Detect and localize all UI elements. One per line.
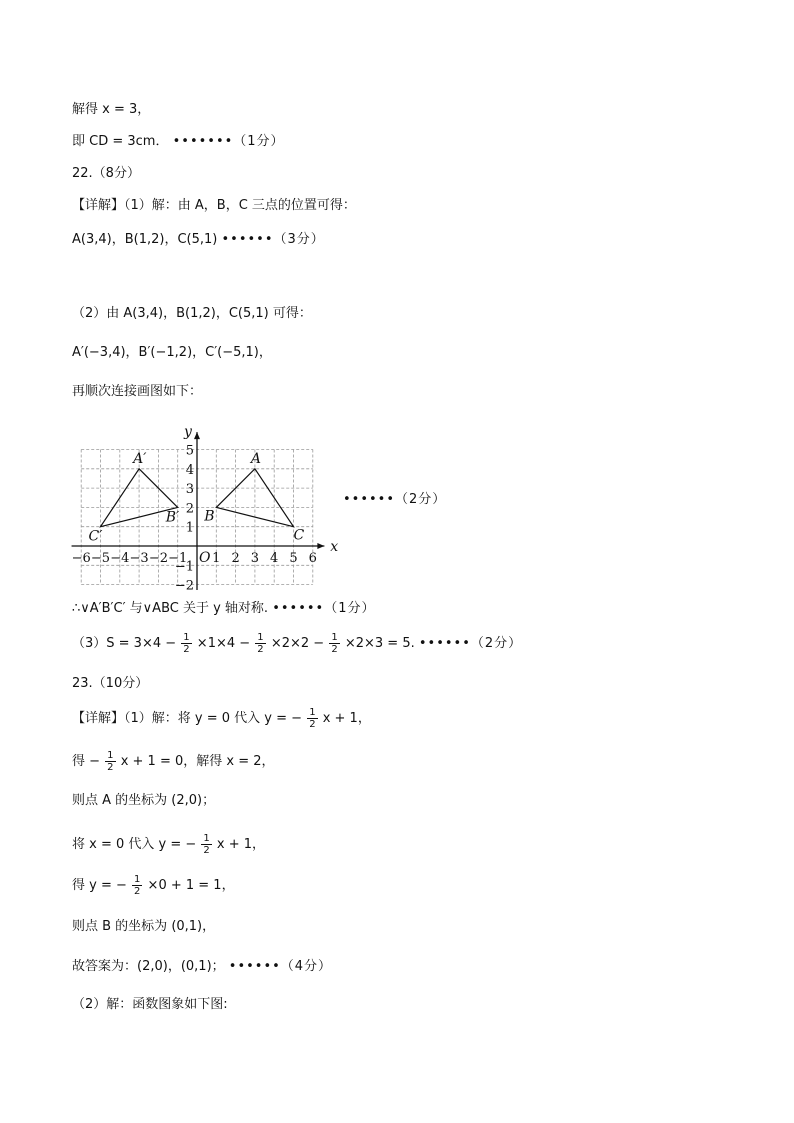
point-label: A′ (133, 450, 147, 467)
y-axis-arrow (194, 432, 200, 439)
text-line (72, 133, 285, 151)
point-label: B (204, 508, 215, 525)
text-line: （2）解：函数图象如下图: (72, 997, 228, 1012)
y-axis-label: y (184, 424, 192, 441)
y-tick-label: 3 (185, 482, 194, 498)
y-tick-label: 1 (185, 520, 194, 536)
point-label: C′ (88, 528, 103, 545)
x-tick-label: −3 (129, 551, 149, 566)
text: 【详解】（1）解：将 y = 0 代入 y = − (72, 711, 303, 726)
x-tick-label: 2 (231, 551, 240, 566)
text: ×2×2 − (270, 636, 325, 651)
text-line: （2）由 A(3,4)，B(1,2)，C(5,1) 可得： (72, 306, 312, 321)
text-line: 【详解】（1）解：由 A，B，C 三点的位置可得： (72, 198, 356, 213)
point-label: B′ (165, 509, 180, 526)
formula-line (72, 707, 371, 730)
point-label: C (293, 527, 305, 544)
score-marker: •••••••（1分） (172, 134, 285, 149)
x-axis-arrow (317, 543, 324, 549)
fraction: $\frac{1}{2}$ (309, 707, 316, 730)
text: ×1×4 − (196, 636, 251, 651)
text-line (72, 600, 375, 618)
x-tick-label: 1 (212, 551, 221, 566)
fraction: $\frac{1}{2}$ (203, 833, 210, 856)
fraction: $\frac{1}{2}$ (134, 874, 141, 897)
x-tick-label: 4 (270, 551, 279, 566)
fraction: $\frac{1}{2}$ (107, 750, 114, 773)
text: 得 y = − (72, 878, 127, 893)
text: A(3,4)，B(1,2)，C(5,1) (72, 232, 218, 247)
x-tick-label: 6 (308, 551, 317, 566)
x-tick-label: −4 (110, 551, 130, 566)
text: （3）S = 3×4 − (72, 636, 177, 651)
y-tick-label: 4 (185, 462, 194, 478)
score-marker: ••••••（2分） (343, 492, 447, 507)
text: 得 − (72, 754, 101, 769)
fraction: $\frac{1}{2}$ (183, 632, 190, 655)
y-tick-label: 2 (185, 501, 194, 517)
x-tick-label: −5 (90, 551, 111, 566)
question-number: 23.（10分） (72, 676, 149, 691)
text: 故答案为：(2,0)，(0,1)； (72, 959, 225, 974)
text-line: 则点 A 的坐标为 (2,0)； (72, 793, 216, 808)
score-marker: ••••••（1分） (272, 601, 376, 616)
text-line (72, 958, 332, 976)
text-line (72, 231, 325, 249)
x-tick-label: −2 (148, 551, 168, 566)
formula-line (72, 833, 265, 856)
score-marker: ••••••（4分） (228, 959, 333, 974)
score-marker: ••••••（3分） (221, 232, 325, 247)
fraction: $\frac{1}{2}$ (331, 632, 338, 655)
point-label: A (250, 450, 262, 467)
score-marker: ••••••（2分） (418, 636, 523, 651)
text: x + 1 = 0，解得 x = 2， (120, 754, 275, 769)
text: x + 1， (322, 711, 371, 726)
y-tick-label: −2 (174, 578, 194, 590)
fraction: $\frac{1}{2}$ (257, 632, 264, 655)
x-tick-label: 3 (250, 551, 260, 566)
text-line: 则点 B 的坐标为 (0,1)， (72, 919, 216, 934)
axes (72, 432, 325, 590)
text: ∴∨A′B′C′ 与∨ABC 关于 y 轴对称. (72, 601, 269, 616)
text-line: A′(−3,4)，B′(−1,2)，C′(−5,1)， (72, 345, 272, 360)
origin-label: O (199, 550, 211, 566)
text-line: 解得 x = 3， (72, 102, 151, 117)
y-tick-label: −1 (174, 559, 194, 575)
x-axis-label: x (330, 539, 339, 555)
formula-line (72, 874, 235, 897)
y-tick-label: 5 (185, 443, 194, 459)
x-tick-label: −6 (71, 551, 91, 566)
text-line: 再顺次连接画图如下： (72, 384, 203, 399)
coordinate-graph (68, 412, 348, 590)
text: ×0 + 1 = 1， (147, 878, 235, 893)
x-tick-label: −1 (168, 551, 188, 566)
text: 将 x = 0 代入 y = − (72, 837, 197, 852)
formula-line (72, 750, 275, 773)
text: ×2×3 = 5. (344, 636, 415, 651)
text: x + 1， (216, 837, 266, 852)
formula-line (72, 632, 522, 655)
question-number: 22.（8分） (72, 166, 140, 181)
text: 即 CD = 3cm． (72, 134, 169, 149)
x-tick-label: 5 (289, 551, 298, 566)
